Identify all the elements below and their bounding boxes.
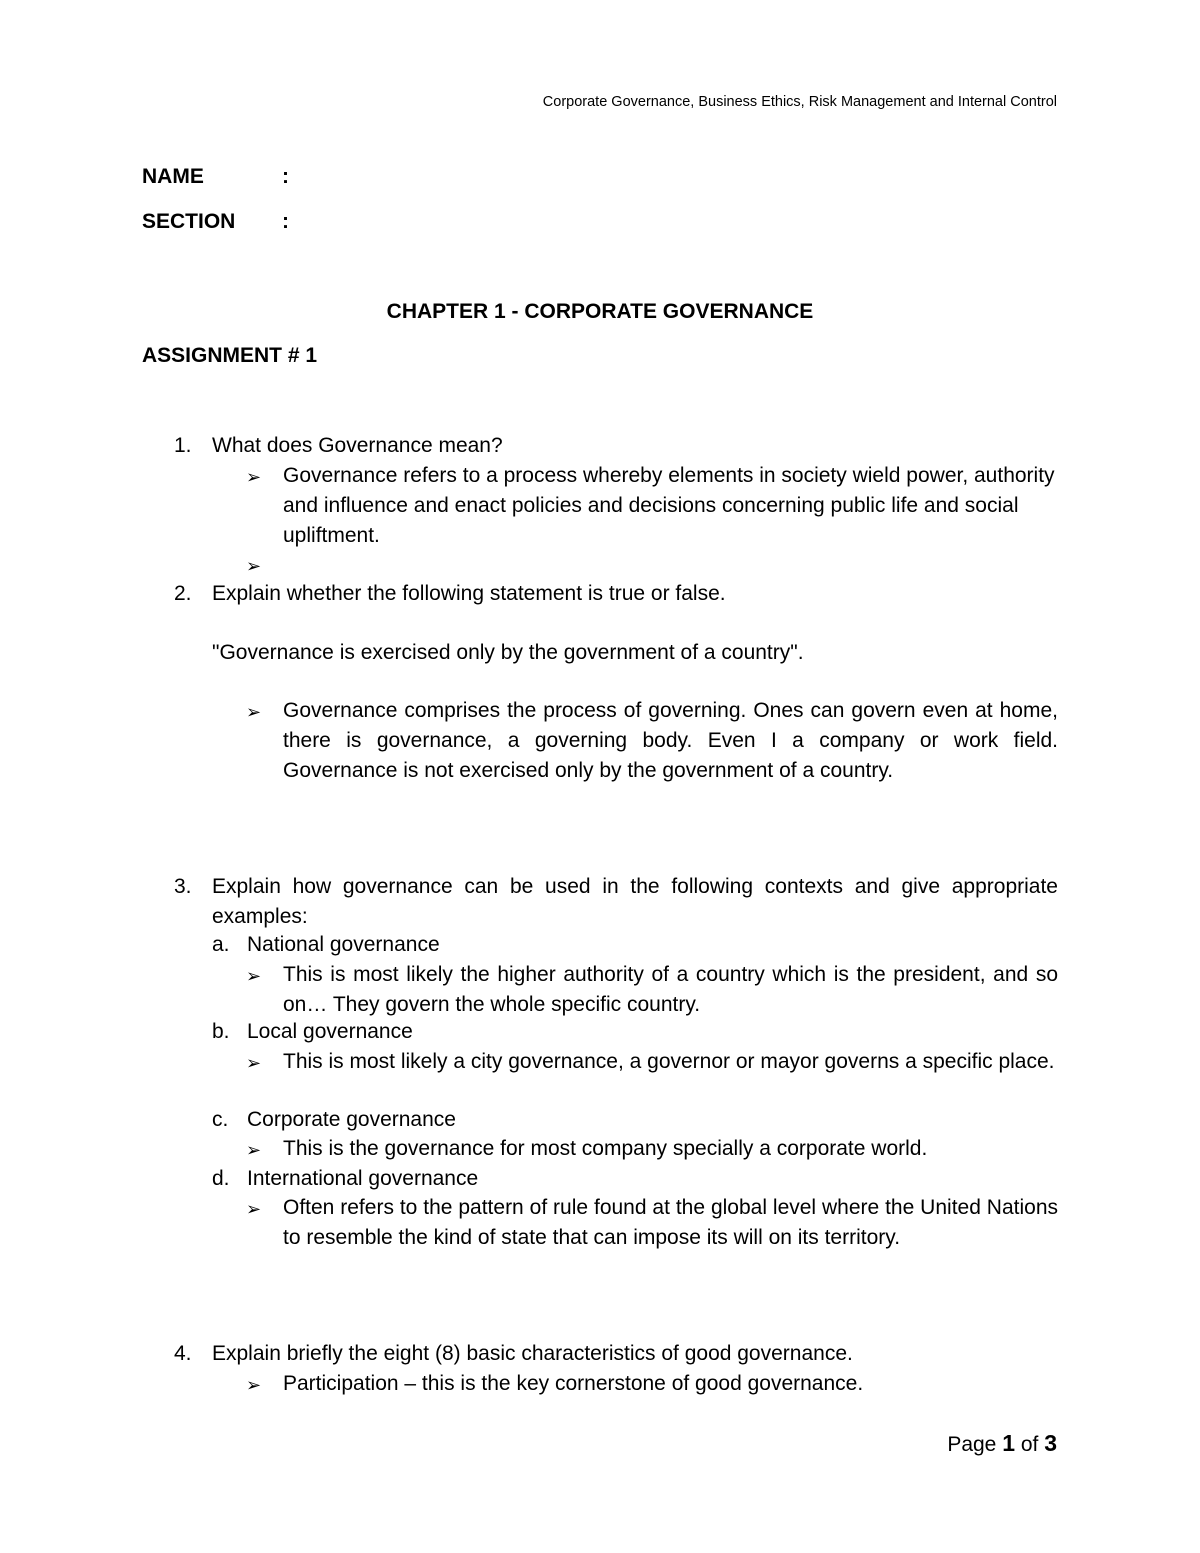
arrow-bullet-icon: ➢ xyxy=(246,467,262,487)
arrow-bullet-icon: ➢ xyxy=(246,966,262,986)
question-text: What does Governance mean? xyxy=(212,434,503,457)
arrow-bullet-icon: ➢ xyxy=(246,1140,262,1160)
sub-item-letter: d. xyxy=(212,1167,230,1190)
arrow-bullet-icon: ➢ xyxy=(246,702,262,722)
sub-item-letter: b. xyxy=(212,1020,230,1043)
page-word: Page xyxy=(947,1433,997,1456)
question-text: Explain whether the following statement is true or false. xyxy=(212,582,726,605)
total-pages: 3 xyxy=(1044,1430,1057,1456)
arrow-bullet-icon: ➢ xyxy=(246,556,262,576)
running-header: Corporate Governance, Business Ethics, Risk Management and Internal Control xyxy=(542,94,1057,110)
sub-item-label: National governance xyxy=(247,933,440,956)
answer-text: Often refers to the pattern of rule found at the global level where the United Nations to resemble the kind of state that can impose its will on its territory. xyxy=(283,1196,1058,1249)
answer-text: This is most likely the higher authority of a country which is the president, and so on… They govern the whole specific country. xyxy=(283,963,1058,1016)
answer-text: Governance refers to a process whereby elements in society wield power, authority and influence and enact policies and decisions concerning public life and social upliftment. xyxy=(283,464,1055,547)
section-label: SECTION xyxy=(142,210,236,233)
arrow-bullet-icon: ➢ xyxy=(246,1375,262,1395)
arrow-bullet-icon: ➢ xyxy=(246,1199,262,1219)
question-text: Explain how governance can be used in the following contexts and give appropriate examples: xyxy=(212,875,1058,928)
chapter-title: CHAPTER 1 - CORPORATE GOVERNANCE xyxy=(386,300,814,323)
sub-item-label: International governance xyxy=(247,1167,479,1190)
quoted-statement: "Governance is exercised only by the government of a country". xyxy=(212,641,804,664)
sub-item-label: Corporate governance xyxy=(247,1108,456,1131)
answer-text: This is most likely a city governance, a governor or mayor governs a specific place. xyxy=(283,1050,1055,1073)
question-number: 1. xyxy=(174,434,192,457)
question-number: 2. xyxy=(174,582,192,605)
question-number: 3. xyxy=(174,875,192,898)
question-number: 4. xyxy=(174,1342,192,1365)
answer-text: Governance comprises the process of governing. Ones can govern even at home, there is governance, a governing body. Even I a company or work field. Governance is not exercised only by the government of a country. xyxy=(283,699,1058,782)
answer-text: Participation – this is the key cornerstone of good governance. xyxy=(283,1372,864,1395)
section-colon: : xyxy=(282,210,289,233)
arrow-bullet-icon: ➢ xyxy=(246,1053,262,1073)
name-label: NAME xyxy=(142,165,204,188)
name-colon: : xyxy=(282,165,289,188)
current-page: 1 xyxy=(1002,1430,1015,1456)
sub-item-label: Local governance xyxy=(247,1020,413,1043)
assignment-title: ASSIGNMENT # 1 xyxy=(142,344,318,367)
question-text: Explain briefly the eight (8) basic characteristics of good governance. xyxy=(212,1342,853,1365)
page-number xyxy=(947,1430,1057,1457)
sub-item-letter: c. xyxy=(212,1108,229,1131)
answer-text: This is the governance for most company specially a corporate world. xyxy=(283,1137,928,1160)
sub-item-letter: a. xyxy=(212,933,230,956)
of-word: of xyxy=(1020,1433,1039,1456)
